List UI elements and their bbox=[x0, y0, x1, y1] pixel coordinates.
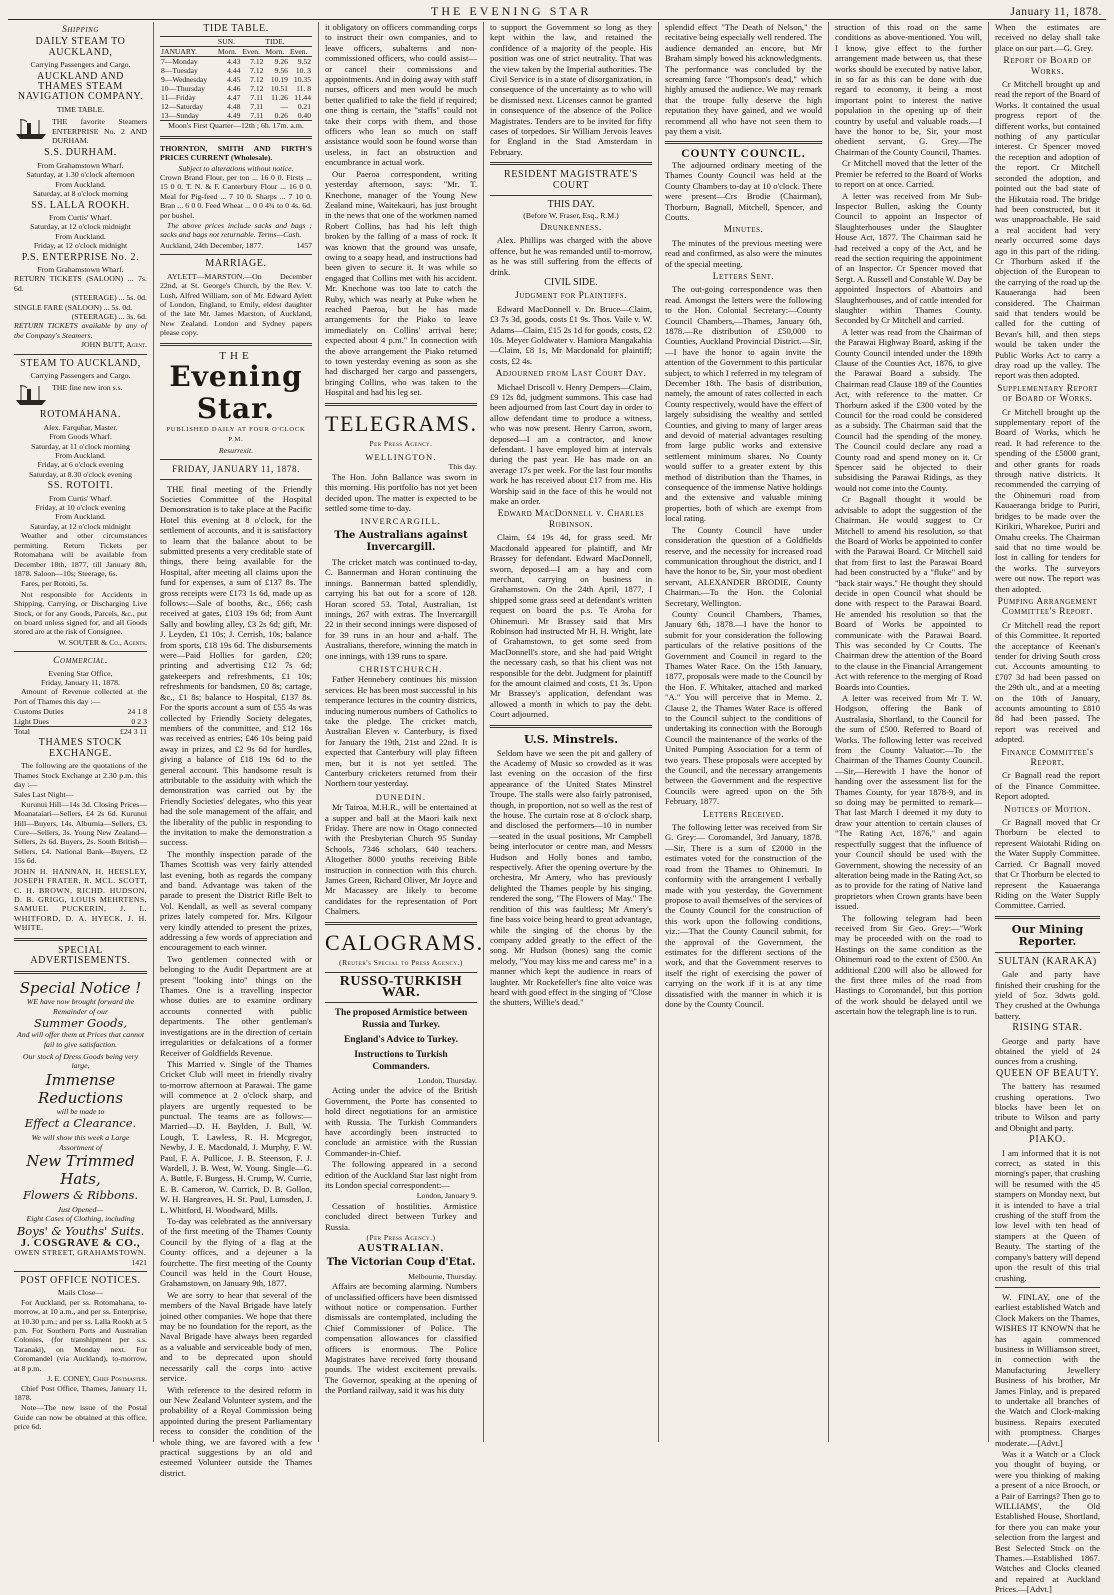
christchurch-text: Father Hennebery continues his mission services. He has been most successful in his temperance lectures in the country districts, inducing numerous numbers of Catholics to take the pledge. The cricket match, Australian Eleven v. Canterbury, is fixed for January the 19th, 21st and 22nd. It is expected that Canterbury will play fifteen men, but it is not yet settled. The Canterbury cricketers returned from their Northern tour yesterday. bbox=[325, 674, 477, 789]
prices-number: 1457 bbox=[296, 240, 312, 250]
commercial-heading: Commercial. bbox=[53, 656, 108, 667]
ad-number: 1421 bbox=[131, 1257, 147, 1267]
county-letter-2: The County Council have under consideration the question of a Goldfields reserve, and the necessity for increased road communication throughout the district, and I have the honor to be, Sir, your most obedient servant, ALEXANDER BRODIE, County Chairman.—To the Hon. the Colonial Secretary, Wellington. bbox=[665, 524, 822, 608]
telegram-cont: When the estimates are received no delay shall take place on our part.—G. Grey. bbox=[995, 22, 1100, 53]
durham-from2: From Auckland. bbox=[55, 179, 106, 189]
marriage-heading: MARRIAGE. bbox=[205, 258, 267, 270]
london-text: Acting under the advice of the British Government, the Porte has consented to hold direct negotiations for an armistice with Russia. The Turkish Commanders have accordingly been instructed to conclude an armistice with the Russian Commander-in-Chief. bbox=[325, 1085, 477, 1158]
valuator-letter: A letter was received from Mr T. W. Hodgson, offering the Bank of Australasia, Shortland, to the Council for the sum of £500. Referred to Board of Works. The following letter was received from the County Valuator:—To the Chairman of the Thames County Council.—Sir,—Herewith I have the honor of handing over the assessment list for the Thames County, for year 1878-9, and in so doing may be permitted to remark—That last March I deemed it my duty to draw your attention to certain clauses of "The Rating Act, 1876," and again respectfully suggest that the influence of your Council should be used with the Government, showing the necessity of an alteration being made in the Rating Act, so as to provide for the rating of Native land proprietors when Crown grants have been issued. bbox=[835, 693, 983, 912]
divider bbox=[160, 254, 312, 255]
tide-cell: 10. 3 bbox=[295, 66, 311, 76]
invercargill-text: The cricket match was continued to-day, C. Bannerman and Horan continuing the innings. Bannerman batted splendidly, carrying his bat out for a score of 128. Horan scored 53. Total, Australian, 1st innings, 267 with extras. The Invercargill 22 in their second innings were disposed of for 39 runs in an hour and a-half. The Australians, therefore, winning the match in one innings, with 139 runs to spare. bbox=[325, 556, 477, 661]
just-opened: Just Opened— bbox=[57, 1205, 104, 1214]
article-paeroa: Our Paeroa correspondent, writing yesterday afternoon, says: "Mr. T. Knechone, manager of the Young New Zealand mine, Waitekauri, has just brought in the news that one of the workmen named Robert Collins, has had his left thigh broken by the falling of a mass of rock. It was known that the ground was unsafe, owing to a soapy head, and instructions had been given to secure it. It was while so engaged that Collins met with his accident. Mr. Knechone was too late to catch the Ruby, which was nearly at Puke when he reached Paeroa, but he has made arrangements for the Piako to leave immediately on Collins' arrival here; expected about 4 p.m." In connection with the above arrangement the Piako returned to town yesterday evening as soon as she had discharged her cargo and passengers, bringing Collins, who was taken to the Hospital and had his leg set. bbox=[325, 168, 477, 398]
divider bbox=[14, 651, 147, 652]
flowers-ribbons: Flowers & Ribbons. bbox=[22, 1188, 139, 1202]
tide-cell: 10—Thursday bbox=[161, 84, 205, 94]
boys-suits: Boys' & Youths' Suits. bbox=[16, 1223, 145, 1238]
minutes-heading: Minutes. bbox=[723, 225, 764, 236]
steam2-heading: STEAM TO AUCKLAND, bbox=[20, 357, 141, 369]
telegrams-agency: Per Press Agency. bbox=[369, 438, 433, 448]
exchange-members: JOHN H. HANNAN, H. HEESLEY, JOSEPH FRATER, R. MCL. SCOTT, C. H. BROWN, RICHD. HUDSON, D. B. GRIGG, LOUIS MEHRTENS, SAMUEL PUCKERIN, J. L. WHITFORD, D. A. HYECK, J. H. WHITE. bbox=[14, 866, 147, 933]
tide-cell: 11. 8 bbox=[296, 84, 311, 94]
edition-date: FRIDAY, JANUARY 11, 1878. bbox=[172, 464, 300, 475]
divider bbox=[160, 459, 312, 460]
masthead-motto: Resurrexit. bbox=[218, 445, 254, 455]
tide-cell: 7.12 bbox=[250, 66, 264, 76]
tide-cell: 4.49 bbox=[227, 111, 241, 121]
advice-subhead: England's Advice to Turkey. bbox=[343, 1034, 459, 1045]
shipping-heading: Shipping bbox=[62, 25, 99, 35]
prices-list: Crown Brand Flour, per ton ... 16 0 0. Firsts ... 15 0 0. T. N. & F. Canterbury Flour ... 16 0 0. Meal for Pig-feed ... 7 10 0. Sharps ... 7 10 0. Bran ... 6 0 0. Feed Wheat ... 0 0 4¾ to 0 4s. 6d. per bushel. bbox=[160, 173, 312, 220]
rm-before: (Before W. Fraser, Esq., R.M.) bbox=[523, 210, 619, 220]
tide-cell: 7.11 bbox=[250, 102, 264, 112]
judgment-heading: Judgment for Plaintiffs. bbox=[515, 291, 627, 302]
column-3 bbox=[319, 22, 484, 1442]
customs-row bbox=[14, 707, 147, 716]
total-row bbox=[14, 726, 147, 736]
rotomahana-master: Alex. Farquhar, Master. bbox=[43, 422, 118, 432]
summer-goods: Summer Goods, bbox=[33, 1016, 127, 1031]
divider bbox=[995, 916, 1100, 919]
column-6 bbox=[829, 22, 989, 1442]
letters-received-heading: Letters Received. bbox=[703, 809, 784, 820]
divider bbox=[160, 479, 312, 480]
rising-text: George and party have obtained the yield of 24 ounces from a crushing. bbox=[995, 1035, 1100, 1067]
piako-text: I am informed that it is not correct, as stated in this morning's paper, that crushing will be resumed with the 45 stampers on Monday next, but it is intended to have a trial crushing of the stuff from the low level with ten head of stampers at the Queen of Beauty. The starting of the company's battery will depend upon the result of this trial crushing. bbox=[995, 1147, 1100, 1283]
cessation-text: Cessation of hostilities. Armistice concluded direct between Turkey and Russia. bbox=[325, 1200, 477, 1232]
tide-cell: 0.21 bbox=[297, 102, 311, 112]
telegrams-heading: TELEGRAMS. bbox=[325, 410, 478, 436]
prices-date: Auckland, 24th December, 1877. bbox=[160, 240, 264, 250]
letters-sent-text: The out-going correspondence was then read. Amongst the letters were the following to the Hon. Colonial Secretary:—County Council Chambers,—Thames, January 6th, 1878.—Re distribution of £50,000 to Counties, Auckland Provincial District.—Sir,—I have the honor to again invite the attention of the Government to this particular subject, to which I referred in my telegram of December 18th. The basis of distribution, namely, the amount of rates collected in each County respectively, would have the effect of largely subsidising the wealthy and settled Counties, and giving to many of larger areas and devoid of material advantages resulting from large public works and extensive settlement minimum shares. No County would suffer to a greater extent by this method of distribution than the Thames, in consequence of the immense Native holdings and the extensive and valuable mining properties, both of which are exempt from local rating. bbox=[665, 284, 822, 524]
divider bbox=[160, 343, 312, 346]
rotomahana-time3: Saturday, at 8.30 o'clock evening bbox=[28, 469, 133, 479]
divider bbox=[160, 136, 312, 139]
rotoiti-from: From Curtis' Wharf. bbox=[49, 493, 112, 503]
armistice-subhead: The proposed Armistice between Russia and Turkey. bbox=[334, 1007, 468, 1030]
county-heading: COUNTY COUNCIL. bbox=[681, 148, 806, 161]
melbourne-cont: to support the Government so long as they kept within the law, and retained the confidence of a majority of the people. His position was one of strict neutrality. That was the view taken by the Imperial authorities. The Civil Service is in a state of disorganization, in consequence of the uncertainty as to who will be dismissed next. Licenses cannot be granted in consequence of the absence of the Police Magistrates. Tenders are to be invited for fifty cases of torpedoes. Sir William Jervois leaves for England in the Stad Amsterdam in February. bbox=[490, 22, 652, 157]
lights-row bbox=[14, 717, 147, 726]
divider bbox=[14, 354, 147, 355]
letters-sent-heading: Letters Sent. bbox=[712, 271, 775, 282]
customs-value: 24 1 8 bbox=[127, 707, 147, 717]
tide-cell: 13—Sunday bbox=[161, 111, 199, 121]
dunedin-text: Mr Tairoa, M.H.R., will be entertained at a supper and ball at the Maori kaik next Friday. There are now in Otago connected with the Presbyterian Church 95 Sunday Schools, 7346 scholars, 640 teachers. Altogether 8000 youths receiving Bible instruction in connection with this church. James Green, Richard Oliver, Mr Joyce and Mr Macassey are likely to become candidates for the representation of Port Chalmers. bbox=[325, 802, 477, 917]
tide-cell: 4.45 bbox=[227, 75, 241, 85]
tide-row bbox=[160, 75, 312, 84]
supplementary-text: Cr Mitchell brought up the supplementary report of the Board of Works, which he read. It had reference to the spending of the £5000 grant, and other grants for roads through native districts. It recommended the carrying of the Ohinemuri road from Kauaeranga bridge to Puriri, bridges to be made over the Kirikiri, Wharekoe, Puriri and Omahu creeks. The Chairman said that no time would be lost in calling for tenders for the works. The surveyors were out now. The report was then adopted. bbox=[995, 406, 1100, 594]
queen-text: The battery has resumed crushing operations. Two blocks have been let on tribute to Wilson and party and Obnight and party. bbox=[995, 1081, 1100, 1133]
rooke-from: From Curtis' Wharf. bbox=[49, 212, 112, 222]
rm-court-heading: RESIDENT MAGISTRATE'S COURT bbox=[504, 169, 638, 191]
divider bbox=[665, 141, 822, 144]
sultan-text: Gale and party have finished their crushing for the yield of 5oz. 3dwts gold. They crushed at the Owhunga battery. bbox=[995, 969, 1100, 1021]
page-header bbox=[8, 4, 1106, 20]
column-1 bbox=[8, 22, 154, 1442]
durham-time2: Saturday, at 8 o'clock morning bbox=[32, 189, 129, 199]
tide-title: TIDE TABLE. bbox=[203, 23, 269, 34]
article-naval: We are sorry to hear that several of the members of the Naval Brigade have lately joined other companies. We hope that there may be no foundation for the report, as the Naval Brigade have always been regarded as a valuable and serviceable body of men, and to be deprecated upon should necessarily call the corps into active service. bbox=[160, 1289, 312, 1384]
divider bbox=[14, 1271, 147, 1272]
article-audit: Two gentlemen connected with or belonging to the Audit Department are at present "looking into" things on the Thames. One is a travelling inspector whose duties are to examine ordinary accounts connected with public departments. The other gentleman's investigations are in the direction of certain irregularities or defalcations of a former Receiver of Goldfields Revenue. bbox=[160, 953, 312, 1058]
sultan-heading: SULTAN (KARAKA) bbox=[998, 955, 1097, 967]
rooke-from2: From Auckland. bbox=[55, 231, 106, 241]
dunedin-heading: DUNEDIN. bbox=[375, 791, 427, 802]
rotoiti-name: SS. ROTOITI. bbox=[47, 480, 114, 492]
article-volunteer: With reference to the desired reform in our New Zealand Volunteer system, and the probability of a Royal Commission being appointed during the present Parliamentary recess to consider the condition of the whole thing, we are favored with a few practical suggestions by an old and esteemed Volunteer outside the Thames district. bbox=[160, 1384, 312, 1478]
coup-subhead: The Victorian Coup d'Etat. bbox=[326, 1256, 476, 1268]
revenue-intro: Amount of Revenue collected at the Port of Thames this day :— bbox=[14, 687, 147, 706]
single-fare: SINGLE FARE (SALOON) ... 5s. 0d. bbox=[14, 302, 133, 312]
pa-credit: (Per Press Agency.) bbox=[366, 1233, 436, 1242]
postmaster-signature: J. E. CONEY, Chief Postmaster. bbox=[47, 1374, 147, 1384]
finance-text: Cr Bagnall read the report of the Finance Committee. Report adopted. bbox=[995, 770, 1100, 802]
single-steerage: (STEERAGE) ... 3s. 6d. bbox=[71, 311, 147, 321]
column-5 bbox=[659, 22, 829, 1442]
tide-sub-cell: TIDE. bbox=[264, 37, 312, 47]
rotomahana-time: Saturday, at 11 o'clock morning bbox=[31, 441, 130, 451]
divider bbox=[14, 971, 147, 974]
prices-subject: Subject to alterations without notice. bbox=[178, 163, 294, 173]
header-date: January 11, 1878. bbox=[1010, 6, 1102, 18]
macdonnell-text: Claim, £4 19s 4d, for grass seed. Mr Macdonald appeared for plaintiff, and Mr Brassey for defendant. Edward MacDonnell, sworn, deposed—I am a hay and corn merchant, carrying on business in Grahamstown. On the 24th April, 1877, I shipped some grass seed at defendant's written request on board the p.s. Te Aroha for Ohinemuri. Mr Brassey said that Mrs Robinson had instructed Mr H. H. Wright, late of Grahamstown, to get some seed from MacDonnell's store, and she had paid Wright the necessary cash, so that his client was not responsible for the debt. Judgment for plaintiff for the amount claimed and costs, £1 3s. Upon Mr Brassey's application, defendant was allowed a month in which to pay the debt. Court adjourned. bbox=[490, 532, 652, 720]
letters-received-text: The following letter was received from Sir G. Grey:— Coromandel, 3rd January, 1878.—Sir, There is a sum of £2000 in the estimates voted for the construction of the road from the Thames to Ohinemuri. In conformity with the arrangement I verbally made with you yesterday, the Government propose to avail themselves of the services of the County Council for the construction of this work upon the following conditions, viz.:—That the County Council submit, for the approval of the Government, the estimates for the different sections of the work, and that the Government reserves to itself the right of exercising the power of carrying on the work if it is at any time dissatisfied with the manner in which it is done by the County Council. bbox=[665, 822, 822, 1009]
tide-cell: 4.48 bbox=[227, 102, 241, 112]
pumping-heading: Pumping Arrangement Committee's Report. bbox=[997, 596, 1098, 618]
eight-cases: Eight Cases of Clothing, including bbox=[26, 1214, 135, 1224]
divider bbox=[490, 725, 652, 728]
tide-head-cell: Even. bbox=[241, 47, 264, 57]
durham-time: Saturday, at 1.30 o'clock afternoon bbox=[26, 170, 135, 180]
tide-subheader bbox=[160, 37, 312, 47]
tide-cell: 7—Monday bbox=[161, 57, 198, 67]
special-notice: Special Notice ! bbox=[19, 979, 142, 998]
war-heading: RUSSO-TURKISH WAR. bbox=[339, 974, 463, 1000]
tide-cell: 9.52 bbox=[297, 57, 311, 67]
steamship-icon bbox=[14, 383, 48, 407]
tide-cell: 4.44 bbox=[227, 66, 241, 76]
supplementary-heading: Supplementary Report of Board of Works. bbox=[997, 383, 1098, 405]
lights-label: Light Dues bbox=[14, 716, 49, 726]
grey-telegram: The following telegram had been received from Sir Geo. Grey:—"Work may be proceeded with on the road to Hastings on the same condition as the Ohinemuri road to the extent of £500. An additional £200 will also be allowed for the first three miles of the road from Hastings to Coromandel, but this portion of the work should be delayed until we ascertain how the telegraph line is to run. bbox=[835, 912, 982, 1017]
tide-cell: 9.56 bbox=[274, 66, 288, 76]
melbourne-text: Affairs are becoming alarming. Numbers of unclassified officers have been dismissed without notice or compensation. Further dismissals are contemplated, including the Chief Commissioner of Police. The compensation allowances for classified officers is enormous. The Police Magistrates have received forty thousand pounds. The widest excitement prevails. The Governor, speaking at the opening of the Portland railway, said it was his duty bbox=[325, 1281, 477, 1396]
invercargill-heading: INVERCARGILL. bbox=[360, 516, 442, 527]
office-line: Evening Star Office, bbox=[48, 668, 113, 678]
return-tickets: RETURN TICKETS (SALOON) ... 7s. 6d. bbox=[14, 274, 147, 293]
tide-cell: 4.43 bbox=[227, 57, 241, 67]
columns bbox=[8, 22, 1106, 1595]
prices-footer bbox=[160, 241, 312, 250]
drunkenness-text: Alex. Phillips was charged with the above offence, but he was remanded until to-morrow, as he was still suffering from the effects of drink. bbox=[490, 235, 652, 277]
divider bbox=[995, 1287, 1100, 1288]
post-heading: POST OFFICE NOTICES. bbox=[20, 1275, 141, 1287]
grey-letter-cont: struction of this road on the same conditions as above-mentioned. You will, I know, give effect to the further arrangement made between us, that these works should be executed by native labor, in so far as this can be done with due regard to economy, it being a most important point to interest the native population in the opening up of their country by useful and valuable roads.—I have the honor to be, Sir, your most obedient servant, G. Grey.—The Chairman of the County Council, Thames. bbox=[835, 22, 982, 157]
christchurch-heading: CHRISTCHURCH. bbox=[359, 663, 443, 674]
lights-value: 0 2 3 bbox=[131, 716, 147, 726]
prices-note: The above prices include sacks and bags ; sacks and bags not returnable. Terms—Cash. bbox=[160, 221, 312, 240]
williams-ad: Was it a Watch or a Clock you thought of buying, or were you thinking of making a present of a nice Brooch, or a Pair of Earrings? Then go to WILLIAMS', the Old Established House, Shortland, for there you can make your selection from the largest and Best Selected Stock on the Thames.—Established 1867. Watches and Clocks cleaned and repaired at Auckland Prices.—[Advt.] bbox=[995, 1449, 1100, 1595]
rooke-name: SS. LALLA ROOKH. bbox=[31, 199, 130, 211]
post-office-date: Chief Post Office, Thames, January 11, 1878. bbox=[14, 1383, 147, 1402]
masthead-title: Evening Star. bbox=[169, 359, 303, 425]
masthead bbox=[160, 351, 312, 456]
tide-head-cell: JANUARY. bbox=[160, 47, 217, 57]
ad-line-2: And will offer them at Prices that cannot fail to give satisfaction. bbox=[16, 1030, 145, 1049]
liability-notice: Not responsible for Accidents in Shipping, Carrying, or Discharging Live Stock, or for any Goods, Parcels, &c., put on board unless signed for, and all Goods stored are at the risk of Consignee. bbox=[14, 589, 147, 637]
pumping-text: Cr Mitchell read the report of this Committee. It reported the acceptance of Keenan's tender for driving South cross cut. Accounts amounting to £707 3d had been passed on the 29th ult., and at a meeting on the 10th of January, accounts amounting to £810 8d had been passed. The report was received and adopted. bbox=[995, 619, 1100, 745]
exchange-quotes: Kurunui Hill—14s 3d. Closing Prices— Moanataiari—Sellers, £4 2s 6d. Kurunui Hill—Buyers, 14s. Alburnia—Sellers, £3. Cure—Sellers, 3s. Young New Zealand—Sellers, 2s 6d. Buyers, 2s. South British—Sellers, £4. National Bank—Buyers, £2 15s 6d. bbox=[14, 799, 147, 866]
total-label: Total bbox=[14, 727, 30, 736]
tide-head-cell: Even. bbox=[289, 47, 312, 57]
immense-reductions: Immense Reductions bbox=[37, 1070, 124, 1107]
tide-cell: 9.26 bbox=[274, 57, 288, 67]
article-anniversary: To-day was celebrated as the anniversary of the first meeting of the Thames County Council by the flying of a flag at the County offices, and a dejeuner a la fourchette. The first meeting of the County Council was held in the Court House, Grahamstown, on January 9th, 1877. bbox=[160, 1216, 312, 1289]
reuter-credit: (Reuter's Special to Press Agency.) bbox=[339, 957, 463, 967]
article-volunteer-cont: it obligatory on officers commanding corps to instruct their own companies, and to leave officers, subalterns and non-commissioned officers, who could assist—or cancel their commissions and appointments. And in doing away with staff nurses, officers and men would be much better qualified to take the field if required; one thing is certain, the "staffs" could not take their corps with them, and those officers who lean so much on staff assistance would soon be found worse than useless, in fact an obstruction and encumbrance in actual work. bbox=[325, 22, 477, 168]
divider bbox=[995, 952, 1100, 953]
adjourned-text: Michael Driscoll v. Henry Dempers—Claim, £9 12s 8d, judgment summons. This case had been adjourned from last Court day in order to allow defendant time to produce a witness, who was now present. Henry Carron, sworn, deposed—I am a contractor, and know defendant. I have employed him at intervals during the past year. He has made on an average 17s per week. For the last four months work he has received about £17 from me. His Worship said in the face of this he would not make an order. bbox=[490, 381, 652, 507]
ship-block-1 bbox=[14, 117, 147, 145]
finance-heading: Finance Committee's Report. bbox=[1001, 747, 1094, 769]
tide-head-cell: Morn. bbox=[264, 47, 289, 57]
column-7 bbox=[989, 22, 1106, 1595]
mails-close: Mails Close— bbox=[57, 1288, 104, 1298]
company-name: AUCKLAND AND THAMES STEAM NAVIGATION COMPANY. bbox=[17, 70, 144, 103]
article-hospital: THE final meeting of the Friendly Societies Committee of the Hospital Demonstration is to take place at the Pacific Hotel this evening at 8 o'clock, for the settlement of accounts, and it is satisfactory to learn that the balance about to be submitted presents a very creditable state of things, there being available for the Hospital, after meeting all claims upon the fund for expenses, a sum of £137 8s. The gross receipts were £173 1s 6d, made up as follows:—Sale of booths, &c., £66; cash received at gates, £103 19s 6d; from Aunt Sally and bowling alley, £3 2s 6d; gift, Mr. J. Leyden, £1 10s; J. Cerrish, 10s; balance from sports, £18 19s 6d. The disbursements were—Paid Hollies for garden, £20; printing and advertising £12 7s 6d; gatekeepers and refreshments, £1 10s; refreshments for bandsmen, £0 8s; cartage, &c., £1 8s; balance to Hospital, £137 8s. For the sports account a sum of £55 4s was collected by Friendly Society delegates, members of the committee, and £12 16s was received as entries; £46 10s being paid away in prizes, and £2 9s 6d for hurdles, giving a balance of £18 19s 6d to the general account. This handsome result is attributable to the assiduity with which the demonstration was carried out by the Friendly Societies' delegates, who this year had the sole management of the affair, and the liberality of the public in responding to the invitation to make the demonstration a success. bbox=[160, 483, 312, 848]
steam2-sub: Carrying Passengers and Cargo. bbox=[30, 371, 131, 380]
tide-cell: 0.40 bbox=[297, 111, 311, 121]
tide-body bbox=[160, 57, 312, 121]
fares-note: Fares, per Rotoiti, 5s. bbox=[21, 579, 89, 589]
tide-cell: — bbox=[280, 102, 288, 112]
tide-cell: 11.44 bbox=[294, 93, 311, 103]
rotomahana-name: ROTOMAHANA. bbox=[39, 409, 122, 421]
mitchell-motion: Cr Mitchell moved that the letter of the Premier be referred to the Board of Works to report on at once. Carried. bbox=[835, 158, 982, 190]
minutes-text: The minutes of the previous meeting were read and confirmed, as also were the minutes of the special meeting. bbox=[665, 237, 822, 269]
board-works-heading: Report of Board of Works. bbox=[1003, 56, 1092, 77]
exchange-heading: THAMES STOCK EXCHANGE. bbox=[38, 737, 123, 759]
ship-intro: THE favorite Steamers ENTERPRISE No. 2 AND DURHAM. bbox=[52, 117, 147, 146]
rotomahana-time2: Friday, at 6 o'clock evening bbox=[37, 460, 124, 470]
cosgrave-name: J. COSGRAVE & CO., bbox=[20, 1236, 141, 1249]
enterprise-from: From Grahamstown Wharf. bbox=[37, 264, 124, 274]
tide-cell: 7.11 bbox=[250, 93, 264, 103]
masthead-published: PUBLISHED DAILY AT FOUR O'CLOCK P.M. bbox=[166, 425, 306, 444]
timetable-label: TIME TABLE. bbox=[56, 104, 105, 114]
tide-cell: 10.35 bbox=[293, 75, 311, 85]
minstrels-cont: splendid effect "The Death of Nelson," the recitative being especially well rendered. The audience demanded an encore, but Mr Braham simply bowed his acknowledgments. The performance was concluded by the screaming farce "Thompson's dead," which highly amused the audience. We may remark that the troupe fully deserve the high reputation they have gained, and we would recommend all who have not seen them to pay them a visit. bbox=[665, 22, 822, 137]
ship-block-2 bbox=[14, 383, 147, 407]
rooke-time2: Friday, at 12 o'clock midnight bbox=[33, 241, 128, 251]
adjourned-heading: Adjourned from Last Court Day. bbox=[495, 369, 647, 380]
judgment-text: Edward MacDonnell v. Dr. Bruce—Claim, £3 7s 3d, goods, costs £1 9s. Thos. Vaile v. W. Adams—Claim, £15 2s 1d for goods, costs, £2 10s. Meyer Goldwater v. Hamiora Mangakahia—Claim, £8 1s, Mr Macdonald for plaintiff; costs, £2 4s. bbox=[490, 303, 652, 366]
tide-cell: 8—Tuesday bbox=[161, 66, 198, 76]
column-2 bbox=[154, 22, 319, 1478]
moon-phase: Moon's First Quarter—12th ; 6h. 17m. a.m. bbox=[160, 120, 312, 130]
office-date: Friday, January 11, 1878. bbox=[41, 677, 120, 687]
tide-cell: 10.51 bbox=[270, 84, 288, 94]
parawai-letter: A letter was read from the Chairman of the Parawai Highway Board, asking if the County Council intended under the 189th Clause of the Counties Act, 1876, to give the Parawai Board a subsidy. The Chairman read Clause 189 of the Counties Act, with reference to the matter. Cr Thorburn asked if the £300 voted by the Council for the road could be considered as a subsidy. The Chairman said that the Council had the spending of the money. The Council could declare any road a County road and spend money on it. Cr Spencer said he objected to their subsidising the Parawai Ridings, as they would not come into the County. bbox=[835, 326, 982, 493]
customs-label: Customs Duties bbox=[14, 707, 64, 717]
mining-heading: Our Mining Reporter. bbox=[1011, 922, 1084, 948]
article-scottish: The monthly inspection parade of the Thames Scottish was very fairly attended last evening, both as regards the company and band. Advantage was taken of the parade to present the District Rifle Belt to Vol. Kendall, as well as several company prizes lately competed for. Mrs. Kilgour very kindly attended to present the prizes, addressing a few words of appreciation and encouragement to each winner. bbox=[160, 848, 312, 953]
london-dateline: London, Thursday. bbox=[418, 1075, 477, 1085]
tide-cell: 11—Friday bbox=[161, 93, 196, 103]
divider bbox=[325, 972, 477, 973]
trimmed-hats: New Trimmed Hats, bbox=[26, 1152, 135, 1188]
rotoiti-from2: From Auckland. bbox=[55, 512, 106, 522]
tide-header bbox=[160, 47, 312, 57]
ad-line-5: We will show this week a Large Assortment of bbox=[31, 1133, 130, 1152]
second-edition: The following appeared in a second edition of the Auckland Star last night from its London special correspondent:— bbox=[325, 1159, 477, 1190]
tide-cell: 0.26 bbox=[274, 111, 288, 121]
bagnall-suggestion: Cr Bagnall thought it would be advisable to adopt the suggestion of the Chairman. He would suggest to Cr Mitchell to amend his resolution, so that the Board of Works be appointed to confer with the Parawai Board. Cr Mitchell said that from first to last the Parawai Board had been constructed by a "fluke" and by "back stair ways." He thought they should decide in open Council what should be done with respect to the Parawai Board. He amended his resolution so that the Board of Works be appointed to communicate with the Parawai Board. This was seconded by Cr Coutts. The Chairman drew the attention of the Board to the clause in the Financial Arrangement Act with reference to the merging of Road Boards into Counties. bbox=[835, 494, 982, 692]
article-cricket: This Married v. Single of the Thames Cricket Club will meet in friendly rivalry to-morrow afternoon at Parawai. The game will commence at 2 o'clock sharp, and players are urgently requested to be punctual. The teams are as follows:—Married—D. H. Baylden, J. Bull, W. Lough, T. Lawless, R. H. Mcgregor, Newby, J. E. Macdonald, J. Murphy, F. W. Paul, F. A. Pullicoe, J. B. Steenson, F. J. Wardell, J. B. West, W. Young. Single—G. A. Buttle, F. Burgess, H. Crump, W. Currie, E. B. Cameron, W. Currick, D. B. Gollon, W. H. Hargreaves, H. St. Paul, Lumsden, J. L. Whitford, H. Woodward, Mills. bbox=[160, 1058, 312, 1215]
rotomahana-from: From Goods Wharf. bbox=[49, 432, 112, 442]
instructions-subhead: Instructions to Turkish Commanders. bbox=[354, 1049, 448, 1072]
rooke-time: Saturday, at 12 o'clock midnight bbox=[30, 222, 131, 232]
exchange-intro: The following are the quotations of the Thames Stock Exchange at 2.30 p.m. this day :— bbox=[14, 761, 147, 790]
tide-cell: 10.19 bbox=[270, 75, 288, 85]
effect-clearance: Effect a Clearance. bbox=[24, 1116, 137, 1131]
tide-cell: 4.46 bbox=[227, 84, 241, 94]
sales-label: Sales Last Night— bbox=[14, 790, 74, 800]
divider bbox=[14, 938, 147, 941]
rotoiti-time: Friday, at 10 o'clock evening bbox=[35, 503, 126, 513]
post-text: For Auckland, per ss. Rotomahana, to-morrow, at 10 a.m., and per ss. Enterprise, at 10.30 p.m.; and per ss. Lalla Rookh at 5 p.m. For Southern Ports and Australian Colonies, (for transhipment per s.s. Taranaki), on Monday next. For Coromandel (via Auckland), to-morrow, at 8 p.m. bbox=[14, 1297, 147, 1373]
ad-line-1: WE have now brought forward the Remainder of our bbox=[26, 997, 135, 1016]
piako-heading: PIAKO. bbox=[1029, 1134, 1066, 1146]
divider bbox=[325, 403, 477, 406]
minstrels-heading: U.S. Minstrels. bbox=[523, 731, 619, 746]
london-dateline-2: London, January 9. bbox=[416, 1191, 477, 1201]
rising-heading: RISING STAR. bbox=[1012, 1022, 1083, 1034]
tide-cell: 4.47 bbox=[227, 93, 241, 103]
rotomahana-from2: From Auckland. bbox=[55, 451, 106, 461]
special-ads-heading: SPECIAL ADVERTISEMENTS. bbox=[30, 944, 131, 966]
minstrels-text: Seldom have we seen the pit and gallery of the Academy of Music so crowded as it was last evening on the occasion of the first appearance of the United States Minstrel Troupe. The stalls were also fairly patronised, though, in proportion, not so well as the rest of the house. The curtain rose at 8 o'clock sharp, and disclosed the performers—10 in number—seated in the usual positions, Mr Campbell being interlocutor or centre man, and Messrs Hudson and Holly bones and tambo, respectively. After the opening overture by the orchestra, Mr Amery, who has previously delighted the Thames people by his singing, rendered the song, "The Flowers of May." The rendition of this was faultless; Mr Amery's fine bass voice being heard to great advantage, while the singing of the chorus by the company added greatly to the effect of the song. Mr Hudson (bones) sang the comic melody, "You may kiss me and caress me" in a manner which kept the audience in roars of laughter. Mr Rockefeller's fine alto voice was heard with good effect in the singing of "Close the shutters, Willie's dead." bbox=[490, 747, 652, 1008]
column-4 bbox=[484, 22, 659, 1442]
tide-cell: 7.12 bbox=[250, 84, 264, 94]
divider bbox=[325, 1002, 477, 1003]
tide-cell: 9—Wednesday bbox=[161, 75, 208, 85]
agent-signature: JOHN BUTT, Agent. bbox=[80, 340, 147, 350]
divider bbox=[490, 195, 652, 196]
thornton-heading: THORNTON, SMITH AND FIRTH'S PRICES CURRENT (Wholesale). bbox=[160, 143, 312, 163]
tide-cell: 7.12 bbox=[250, 75, 264, 85]
tide-sub-cell: SUN. bbox=[217, 37, 265, 47]
wellington-heading: WELLINGTON. bbox=[365, 452, 437, 463]
tide-row bbox=[160, 66, 312, 75]
return-note: RETURN TICKETS available by any of the Company's Steamers. bbox=[14, 321, 147, 340]
cosgrave-address: OWEN STREET, GRAHAMSTOWN. bbox=[14, 1248, 147, 1258]
invercargill-subhead: The Australians against Invercargill. bbox=[334, 529, 468, 553]
marriage-text: AYLETT—MARSTON.—On December 22nd, at St. George's Church, by the Rev. V. Lush, Alfred William, son of Mr. Edward Aylett of London, England, to Emily, eldest daughter of the late Mr. James Marston, of Auckland, New Zealand. London and Sydney papers please copy. bbox=[160, 271, 312, 338]
tide-row bbox=[160, 111, 312, 120]
wellington-text: The Hon. John Ballance was sworn in this morning. His portfolio has not yet been decided upon. The matter is expected to be settled some time to-day. bbox=[325, 471, 477, 514]
tide-row bbox=[160, 93, 312, 102]
calograms-heading: CALOGRAMS. bbox=[325, 929, 484, 955]
board-works-text: Cr Mitchell brought up and read the report of the Board of Works. It contained the usual progress report of the different works, but contained nothing of any particular interest. Cr Spencer moved the reception and adoption of the report. Cr Mitchell seconded the adoption, and pointed out the bad state of the Hikutaia road. The bridge had been constructed, but it was unapproachable. He said a real accident had very nearly occurred some days ago in this part of the riding. Cr Thorburn asked if the objection of the European to the carrying of the road up the Kauaeranga had been considered. The Chairman said that tenders would be called for the cutting of Bevan's hill, and then steps would be taken under the Public Works Act to carry a dray road up the valley. The report was then adopted. bbox=[995, 79, 1100, 381]
county-letter-3: County Council Chambers, Thames, January 6th, 1878.—I have the honor to submit for your consideration the following particulars of the relative positions of the Government and Council in regard to the Thames Water Race. On the 15th January, 1877, proposals were made to the Council by the Hon. F. Whitaker, attached and marked "A." You will perceive that in Memo. 2, Clause 2, the Thames Water Race is offered to the Council subject to the conditions of undertaking its connection with the Borough Council the maintenance of the works of the United Pumping Association for a term of two years. These proposals were accepted by the Council, and the necessary arrangements between the Government and the respective Councils were agreed upon on the 5th February, 1877. bbox=[665, 608, 822, 807]
header-title: THE EVENING STAR bbox=[431, 4, 592, 18]
durham-from: From Grahamstown Wharf. bbox=[37, 160, 124, 170]
tide-head-cell: Morn. bbox=[217, 47, 242, 57]
civil-heading: CIVIL SIDE. bbox=[544, 276, 598, 288]
county-text: The adjourned ordinary meeting of the Thames County Council was held at the County Chambers to-day at 10 o'clock. There were present—Crs Brodie (Chairman), Thorburn, Bagnall, Mitchell, Spencer, and Coutts. bbox=[665, 159, 822, 222]
this-day: This day. bbox=[448, 462, 477, 472]
rotoiti-time2: Saturday, at 12 o'clock midnight bbox=[30, 521, 131, 531]
tide-row bbox=[160, 84, 312, 93]
rm-day: THIS DAY. bbox=[547, 199, 595, 211]
divider bbox=[325, 922, 477, 925]
tide-row bbox=[160, 102, 312, 111]
weather-note: Weather and other circumstances permitting. Return Tickets per Rotomahana will be available from December 18th, 1877, till January 8th, 1878. Saloon—10s; Steerage, 6s. bbox=[14, 531, 147, 578]
melbourne-dateline: Melbourne, Thursday. bbox=[408, 1271, 477, 1281]
enterprise-name: P.S. ENTERPRISE No. 2. bbox=[21, 251, 140, 263]
souter-signature: W. SOUTER & Co., Agents. bbox=[58, 637, 147, 647]
tide-row bbox=[160, 57, 312, 67]
finlay-ad: W. FINLAY, one of the earliest established Watch and Clock Makers on the Thames, WISHES IT KNOWN that he has again commenced business in Williamson street, in connection with the Manufacturing Jewellery Business of his brother, Mr James Finlay, and is prepared to undertake all branches of the Watch and Clock-making business. Repairs executed with promptness. Charges moderate.—[Advt.] bbox=[995, 1291, 1100, 1448]
post-note: Note—The new issue of the Postal Guide can now be obtained at this office, price 6d. bbox=[14, 1403, 147, 1432]
queen-heading: QUEEN OF BEAUTY. bbox=[995, 1067, 1100, 1079]
drunkenness-heading: Drunkenness. bbox=[540, 222, 602, 233]
ad-line-3: Our stock of Dress Goods being very large, bbox=[22, 1051, 139, 1071]
tide-sub-cell bbox=[160, 37, 217, 47]
slaughterhouse-letter: A letter was received from Mr Sub-Inspector Bullen, asking the County Council to appoint an Inspector of Slaughterhouses under the Slaughter House Act, 1877. The Chairman said he had received a copy of the Act, and he read the section requiring the appointment of an Inspector. Cr Spencer moved that Sergt. A. Russell and Constable W. Day be appointed Inspectors of Abattoirs and Slaughterhouses, and of cattle intended for slaughter within Thames County. Seconded by Cr Mitchell and carried. bbox=[835, 190, 983, 326]
return-steerage: (STEERAGE) ... 5s. 0d. bbox=[71, 293, 147, 303]
masthead-the: THE bbox=[219, 349, 253, 362]
tide-table bbox=[160, 36, 312, 120]
motion-heading: Notices of Motion. bbox=[1004, 804, 1091, 815]
steamship-icon bbox=[14, 117, 48, 141]
rotomahana-intro: THE fine new iron s.s. bbox=[52, 383, 123, 393]
australian-heading: AUSTRALIAN. bbox=[357, 1242, 445, 1255]
divider bbox=[490, 162, 652, 165]
tide-cell: 7.11 bbox=[250, 111, 264, 121]
motion-text: Cr Bagnall moved that Cr Thorburn be elected to represent Waiotahi Riding on the Water Supply Committee. Carried. Cr Bagnall moved that Cr Thorburn be elected to represent the Kauaeranga Riding on the Water Supply Committee. Carried. bbox=[995, 817, 1100, 911]
total-value: £24 3 11 bbox=[120, 727, 147, 736]
macdonnell-heading: Edward MacDonnell v. Charles Robinson. bbox=[497, 509, 645, 530]
tide-cell: 7.12 bbox=[250, 57, 264, 67]
ad-line-4: will be made to bbox=[56, 1106, 105, 1116]
steam1-sub: Carrying Passengers and Cargo. bbox=[30, 60, 131, 70]
steam1-heading: DAILY STEAM TO AUCKLAND, bbox=[35, 36, 126, 58]
tide-cell: 12—Saturday bbox=[161, 102, 204, 112]
tide-cell: 11.26 bbox=[271, 93, 288, 103]
durham-name: S.S. DURHAM. bbox=[44, 147, 117, 159]
